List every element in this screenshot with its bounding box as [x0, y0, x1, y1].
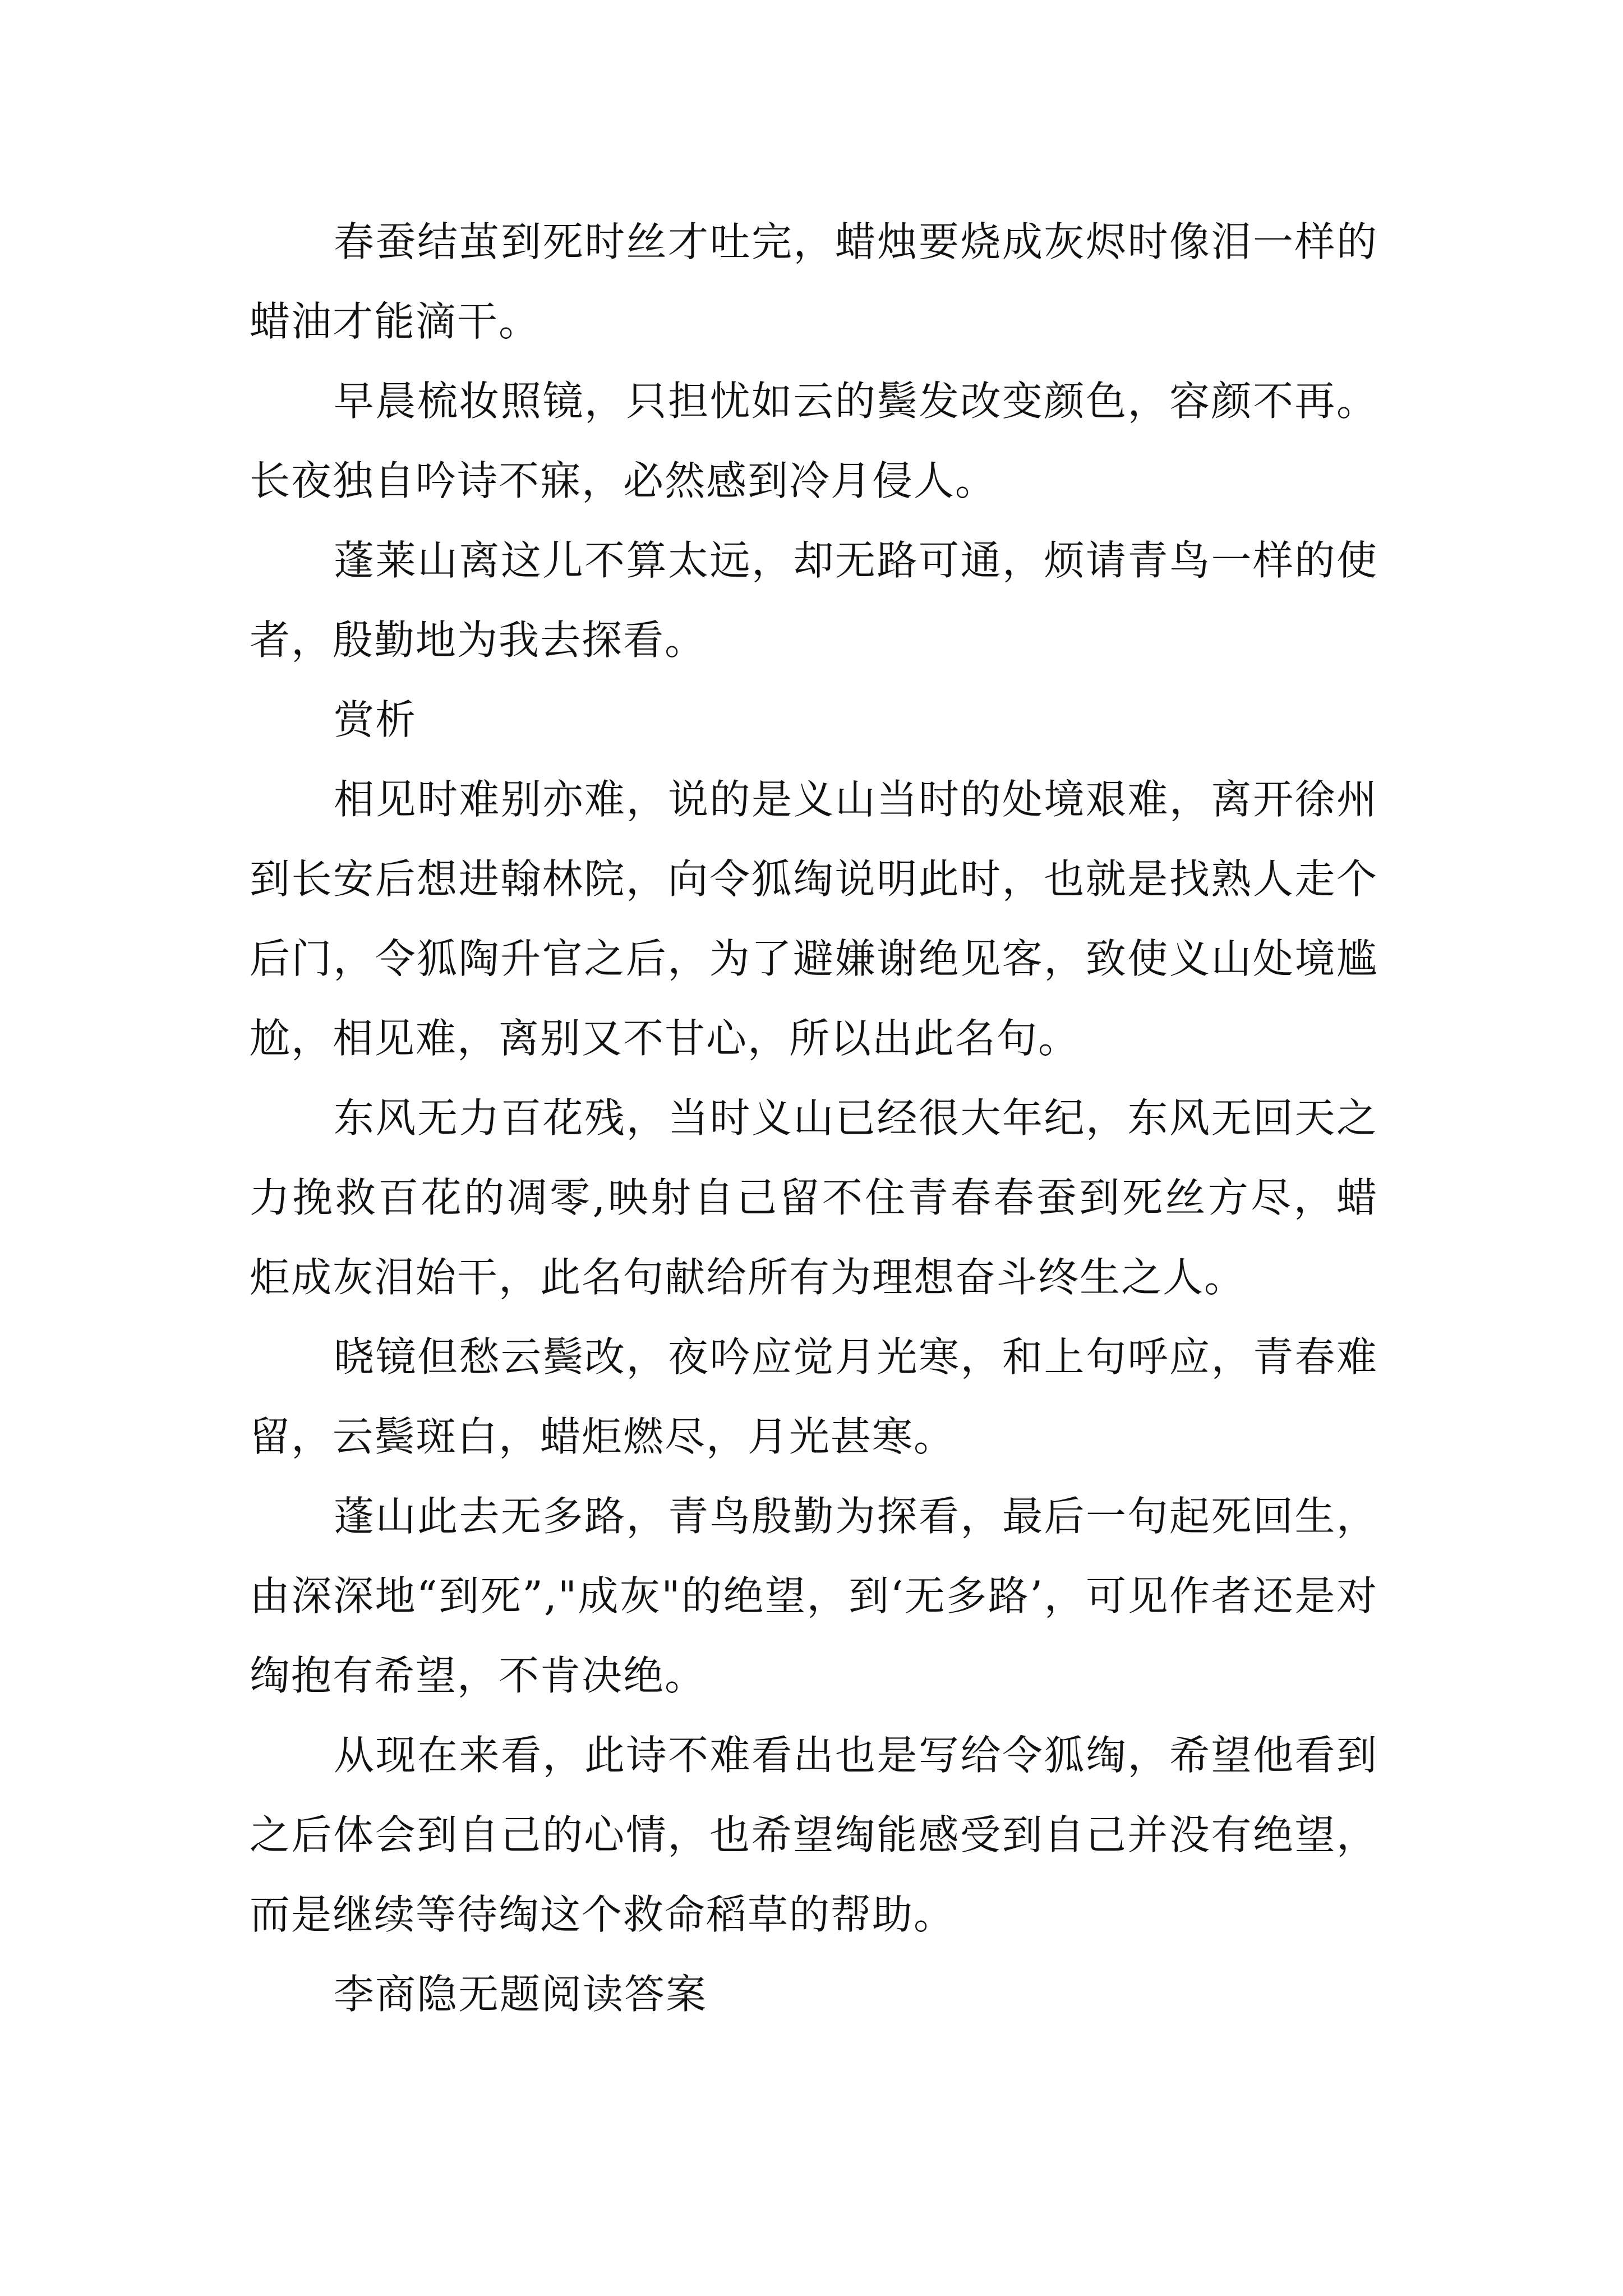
paragraph-morning-mirror: 早晨梳妆照镜，只担忧如云的鬓发改变颜色，容颜不再。长夜独自吟诗不寐，必然感到冷月侵人。 — [250, 378, 1378, 504]
paragraph-meeting-parting: 相见时难别亦难，说的是义山当时的处境艰难，离开徐州到长安后想进翰林院，向令狐绹说明此时，也就是找熟人走个后门，令狐陶升官之后，为了避嫌谢绝见客，致使义山处境尴尬，相见难，离别又不甘心，所以出此名句。 — [250, 776, 1378, 1062]
paragraph-answer-heading: 李商隐无题阅读答案 — [334, 1971, 708, 2018]
document-body — [250, 202, 1378, 2034]
section-heading-appreciation: 赏析 — [334, 696, 417, 743]
paragraph-east-wind: 东风无力百花残，当时义山已经很大年纪，东风无回天之力挽救百花的凋零,映射自己留不住青春春蚕到死丝方尽，蜡炬成灰泪始干，此名句献给所有为理想奋斗终生之人。 — [250, 1094, 1378, 1301]
paragraph-penglai-analysis: 蓬山此去无多路，青鸟殷勤为探看，最后一句起死回生，由深深地“到死”,"成灰"的绝望，到‘无多路’，可见作者还是对绹抱有希望，不肯决绝。 — [250, 1493, 1378, 1699]
paragraph-silkworm-candle: 春蚕结茧到死时丝才吐完，蜡烛要烧成灰烬时像泪一样的蜡油才能滴干。 — [250, 218, 1378, 345]
paragraph-dawn-mirror: 晓镜但愁云鬓改，夜吟应觉月光寒，和上句呼应，青春难留，云鬓斑白，蜡炬燃尽，月光甚寒。 — [250, 1333, 1378, 1460]
paragraph-penglai: 蓬莱山离这儿不算太远，却无路可通，烦请青鸟一样的使者，殷勤地为我去探看。 — [250, 537, 1378, 664]
paragraph-conclusion: 从现在来看，此诗不难看出也是写给令狐绹，希望他看到之后体会到自己的心情，也希望绹能感受到自己并没有绝望，而是继续等待绹这个救命稻草的帮助。 — [250, 1732, 1378, 1938]
